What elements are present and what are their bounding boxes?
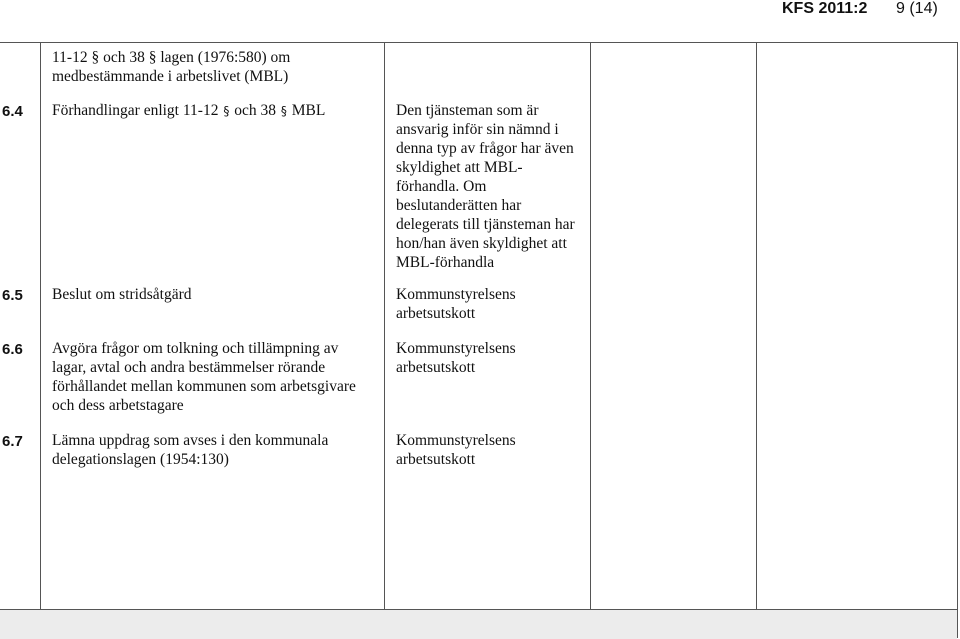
delegate-line: Kommunstyrelsens xyxy=(396,340,516,357)
row-number-6-4: 6.4 xyxy=(2,103,23,120)
matter-line: Lämna uppdrag som avses i den kommunala xyxy=(52,432,329,449)
table-row-continuation xyxy=(52,48,290,86)
delegate-line: arbetsutskott xyxy=(396,451,476,468)
matter-line: lagar, avtal och andra bestämmelser rörande xyxy=(52,359,326,376)
matter-line: Beslut om stridsåtgärd xyxy=(52,286,192,303)
delegate-line: förhandla. Om xyxy=(396,178,487,195)
paragraph-sign: § xyxy=(280,104,287,118)
delegate-6-5 xyxy=(396,285,516,323)
column-divider xyxy=(590,43,591,609)
column-divider xyxy=(40,43,41,609)
publication-id: KFS 2011:2 xyxy=(782,0,868,17)
delegate-line: MBL-förhandla xyxy=(396,254,495,271)
matter-6-6 xyxy=(52,339,356,415)
delegate-line: denna typ av frågor har även xyxy=(396,140,574,157)
matter-6-7 xyxy=(52,431,328,469)
delegate-line: arbetsutskott xyxy=(396,305,476,322)
row-number-6-6: 6.6 xyxy=(2,341,23,358)
delegate-line: Den tjänsteman som är xyxy=(396,102,539,119)
delegate-line: beslutanderätten har xyxy=(396,197,522,214)
matter-text: och 38 xyxy=(234,102,276,119)
delegate-6-7 xyxy=(396,431,516,469)
delegate-line: ansvarig inför sin nämnd i xyxy=(396,121,559,138)
matter-line: Avgöra frågor om tolkning och tillämpning av xyxy=(52,340,339,357)
delegate-line: delegerats till tjänsteman har xyxy=(396,216,575,233)
page-header xyxy=(0,0,960,22)
matter-text: Förhandlingar enligt 11-12 xyxy=(52,102,219,119)
row-number-6-5: 6.5 xyxy=(2,287,23,304)
column-divider xyxy=(756,43,757,609)
table-footer-row xyxy=(0,610,957,639)
matter-6-4 xyxy=(52,101,325,121)
matter-text: MBL xyxy=(291,102,326,119)
matter-line: medbestämmande i arbetslivet (MBL) xyxy=(52,68,289,85)
matter-6-5 xyxy=(52,285,192,304)
delegate-6-6 xyxy=(396,339,516,377)
paragraph-sign: § xyxy=(223,104,230,118)
column-divider xyxy=(384,43,385,609)
delegate-line: arbetsutskott xyxy=(396,359,476,376)
delegation-table xyxy=(0,42,958,638)
delegate-line: Kommunstyrelsens xyxy=(396,432,516,449)
matter-line: förhållandet mellan kommunen som arbetsgivare xyxy=(52,378,356,395)
matter-line: delegationslagen (1954:130) xyxy=(52,451,229,468)
page-number: 9 (14) xyxy=(896,0,938,17)
matter-line: och dess arbetstagare xyxy=(52,397,184,414)
delegate-6-4 xyxy=(396,101,575,272)
row-number-6-7: 6.7 xyxy=(2,433,23,450)
delegate-line: skyldighet att MBL- xyxy=(396,159,523,176)
matter-line: 11-12 § och 38 § lagen (1976:580) om xyxy=(52,49,291,66)
delegate-line: hon/han även skyldighet att xyxy=(396,235,567,252)
delegate-line: Kommunstyrelsens xyxy=(396,286,516,303)
